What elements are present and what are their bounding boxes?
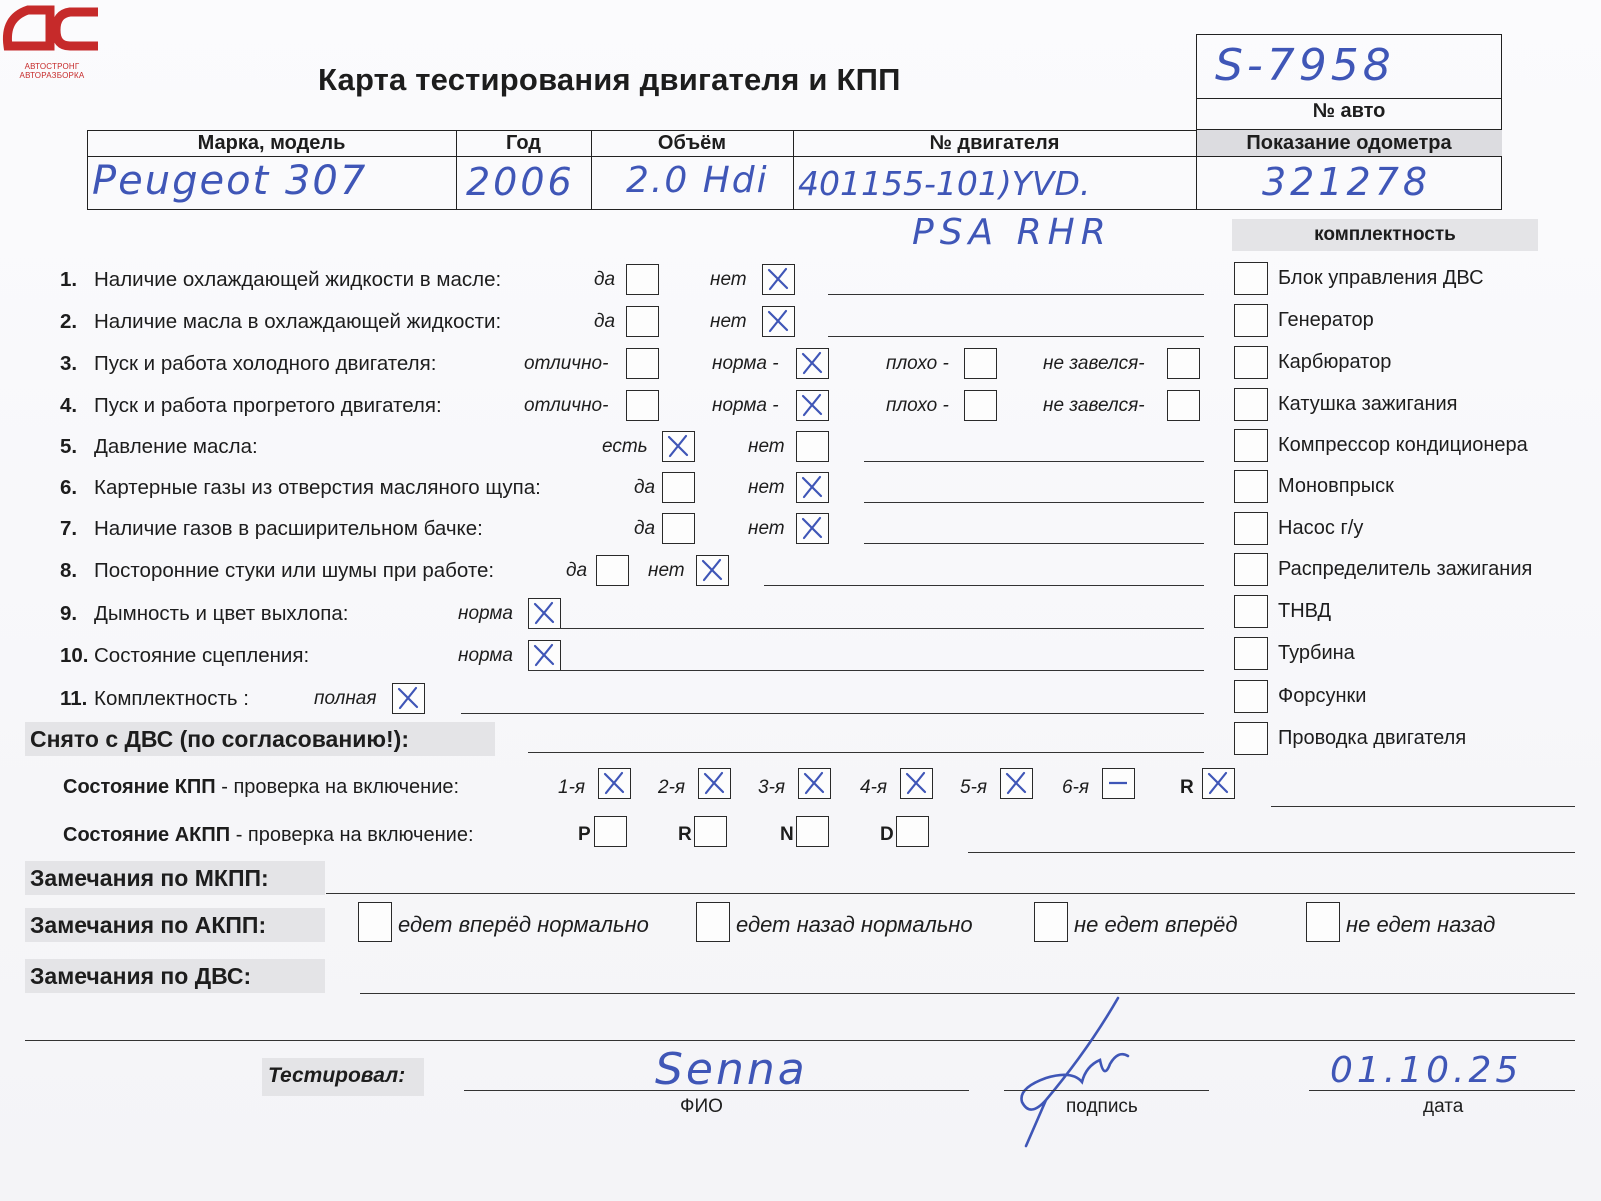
answer-line[interactable] (828, 294, 1204, 295)
check-x-icon (1206, 771, 1230, 795)
completeness-item-label: Форсунки (1278, 685, 1367, 707)
option-label: отлично- (524, 395, 609, 416)
divider (1196, 98, 1502, 99)
question-text: Давление масла: (94, 435, 258, 458)
akpp-remark-label: не едет вперёд (1074, 912, 1238, 937)
akpp-remark-checkbox[interactable] (358, 902, 392, 942)
completeness-checkbox[interactable] (1234, 262, 1268, 295)
check-x-icon (766, 267, 790, 291)
remarks-dvs-line-2[interactable] (25, 1040, 1575, 1041)
option-checkbox[interactable] (964, 390, 997, 421)
tested-label: Тестировал: (268, 1064, 406, 1087)
option-label: полная (314, 688, 377, 709)
option-checkbox[interactable] (1167, 390, 1200, 421)
question-text: Картерные газы из отверстия масляного щупа: (94, 476, 541, 499)
gear-checkbox[interactable] (798, 768, 831, 799)
option-label: норма (458, 603, 513, 624)
gear-label: 6-я (1062, 777, 1090, 798)
option-label: нет (710, 311, 747, 332)
gear-checkbox[interactable] (598, 768, 631, 799)
option-checkbox[interactable] (1167, 348, 1200, 379)
akpp-mode-label: R (678, 824, 692, 845)
option-checkbox[interactable] (626, 264, 659, 295)
option-checkbox[interactable] (696, 555, 729, 586)
question-number: 11. (60, 687, 88, 710)
answer-line[interactable] (764, 585, 1204, 586)
check-x-icon (700, 558, 724, 582)
divider (87, 156, 1502, 157)
removed-label: Снято с ДВС (по согласованию!): (30, 726, 409, 752)
answer-line[interactable] (864, 543, 1204, 544)
completeness-checkbox[interactable] (1234, 553, 1268, 586)
option-checkbox[interactable] (796, 513, 829, 544)
check-x-icon (666, 434, 690, 458)
question-text: Наличие охлаждающей жидкости в масле: (94, 268, 502, 291)
check-x-icon (802, 771, 826, 795)
gear-checkbox[interactable] (1102, 768, 1135, 799)
option-checkbox[interactable] (762, 306, 795, 337)
completeness-item-label: Турбина (1278, 642, 1355, 664)
question-text: Наличие газов в расширительном бачке: (94, 517, 483, 540)
check-x-icon (702, 771, 726, 795)
brand-label: Марка, модель (197, 132, 346, 154)
option-checkbox[interactable] (596, 555, 629, 586)
completeness-checkbox[interactable] (1234, 637, 1268, 670)
option-label: отлично- (524, 353, 609, 374)
car-number-label: № авто (1312, 100, 1386, 122)
odometer-label: Показание одометра (1246, 132, 1452, 154)
option-checkbox[interactable] (528, 640, 561, 671)
check-x-icon (1004, 771, 1028, 795)
completeness-item-label: Моновпрыск (1278, 475, 1394, 497)
completeness-checkbox[interactable] (1234, 595, 1268, 628)
date-caption: дата (1423, 1096, 1464, 1117)
option-label: есть (602, 436, 648, 457)
question-number: 9. (60, 602, 78, 625)
completeness-title: комплектность (1314, 224, 1456, 245)
option-label: не завелся- (1043, 353, 1145, 374)
year-value: 2006 (466, 160, 575, 204)
akpp-mode-checkbox[interactable] (594, 816, 627, 847)
gear-checkbox[interactable] (900, 768, 933, 799)
question-number: 1. (60, 268, 78, 291)
remarks-mkpp-line[interactable] (326, 893, 1575, 894)
option-checkbox[interactable] (392, 683, 425, 714)
check-x-icon (800, 351, 824, 375)
option-checkbox[interactable] (796, 390, 829, 421)
question-text: Пуск и работа прогретого двигателя: (94, 394, 442, 417)
question-text: Дымность и цвет выхлопа: (94, 602, 349, 625)
check-x-icon (396, 686, 420, 710)
check-x-icon (602, 771, 626, 795)
check-x-icon (904, 771, 928, 795)
signature-line[interactable] (1004, 1090, 1209, 1091)
check-x-icon (800, 516, 824, 540)
akpp-line[interactable] (968, 852, 1575, 853)
akpp-mode-checkbox[interactable] (694, 816, 727, 847)
signature-caption: подпись (1066, 1096, 1138, 1117)
akpp-remark-label: не едет назад (1346, 912, 1496, 937)
date-line[interactable] (1309, 1090, 1575, 1091)
option-checkbox[interactable] (662, 513, 695, 544)
option-label: норма - (712, 353, 779, 374)
akpp-remark-checkbox[interactable] (1306, 902, 1340, 942)
option-label: плохо - (886, 395, 949, 416)
option-label: норма (458, 645, 513, 666)
completeness-item-label: Карбюратор (1278, 351, 1392, 373)
completeness-item-label: Насос г/у (1278, 517, 1364, 539)
option-checkbox[interactable] (964, 348, 997, 379)
name-line[interactable] (464, 1090, 969, 1091)
akpp-mode-checkbox[interactable] (796, 816, 829, 847)
gear-label: 1-я (558, 777, 586, 798)
question-number: 8. (60, 559, 78, 582)
engine-label: № двигателя (929, 132, 1060, 154)
volume-label: Объём (657, 132, 727, 154)
remarks-dvs-line[interactable] (360, 993, 1575, 994)
completeness-checkbox[interactable] (1234, 429, 1268, 462)
question-text: Пуск и работа холодного двигателя: (94, 352, 437, 375)
akpp-mode-label: P (578, 824, 591, 845)
completeness-item-label: Катушка зажигания (1278, 393, 1458, 415)
completeness-checkbox[interactable] (1234, 346, 1268, 379)
option-checkbox[interactable] (796, 348, 829, 379)
year-label: Год (506, 132, 541, 154)
gear-label: R (1180, 777, 1194, 798)
gear-label: 4-я (860, 777, 888, 798)
check-x-icon (532, 643, 556, 667)
completeness-checkbox[interactable] (1234, 680, 1268, 713)
question-number: 5. (60, 435, 78, 458)
car-number-value: S-7958 (1215, 40, 1395, 91)
answer-line[interactable] (528, 628, 1204, 629)
question-text: Посторонние стуки или шумы при работе: (94, 559, 495, 582)
logo-caption: АВТОСТРОНГ АВТОРАЗБОРКА (19, 62, 85, 80)
option-checkbox[interactable] (662, 472, 695, 503)
gear-checkbox[interactable] (1000, 768, 1033, 799)
option-label: плохо - (886, 353, 949, 374)
completeness-checkbox[interactable] (1234, 470, 1268, 503)
option-label: нет (748, 518, 785, 539)
completeness-item-label: Блок управления ДВС (1278, 267, 1484, 289)
completeness-checkbox[interactable] (1234, 512, 1268, 545)
question-text: Наличие масла в охлаждающей жидкости: (94, 310, 502, 333)
option-label: нет (648, 560, 685, 581)
completeness-checkbox[interactable] (1234, 388, 1268, 421)
kpp-label: Состояние КПП - проверка на включение: (63, 776, 460, 798)
gear-checkbox[interactable] (1202, 768, 1235, 799)
answer-line[interactable] (528, 670, 1204, 671)
akpp-remark-label: едет назад нормально (736, 912, 973, 937)
option-checkbox[interactable] (796, 472, 829, 503)
kpp-line[interactable] (1271, 806, 1575, 807)
akpp-remark-checkbox[interactable] (1034, 902, 1068, 942)
completeness-item-label: Компрессор кондиционера (1278, 434, 1528, 456)
completeness-checkbox[interactable] (1234, 722, 1268, 755)
option-label: нет (748, 477, 785, 498)
volume-value: 2.0 Hdi (626, 160, 769, 201)
answer-line[interactable] (461, 713, 1204, 714)
option-label: да (594, 269, 616, 290)
option-checkbox[interactable] (626, 306, 659, 337)
dash-icon (1106, 771, 1130, 795)
option-checkbox[interactable] (626, 348, 659, 379)
option-label: нет (748, 436, 785, 457)
page-title: Карта тестирования двигателя и КПП (318, 62, 901, 97)
completeness-item-label: Генератор (1278, 309, 1374, 331)
gear-label: 5-я (960, 777, 988, 798)
check-x-icon (766, 309, 790, 333)
option-label: да (566, 560, 588, 581)
check-x-icon (532, 601, 556, 625)
check-x-icon (800, 475, 824, 499)
akpp-label: Состояние АКПП - проверка на включение: (63, 824, 474, 846)
answer-line[interactable] (864, 502, 1204, 503)
completeness-checkbox[interactable] (1234, 304, 1268, 337)
gear-label: 3-я (758, 777, 786, 798)
answer-line[interactable] (828, 336, 1204, 337)
completeness-item-label: Проводка двигателя (1278, 727, 1467, 749)
test-date: 01.10.25 (1330, 1050, 1523, 1091)
engine-value: 401155-101)YVD. (798, 164, 1091, 203)
option-checkbox[interactable] (796, 431, 829, 462)
question-text: Состояние сцепления: (94, 644, 310, 667)
completeness-item-label: ТНВД (1278, 600, 1332, 622)
engine-value-2: PSA RHR (912, 212, 1112, 253)
question-number: 4. (60, 394, 78, 417)
question-number: 10. (60, 644, 89, 667)
akpp-mode-label: D (880, 824, 894, 845)
gear-checkbox[interactable] (698, 768, 731, 799)
option-checkbox[interactable] (762, 264, 795, 295)
option-label: не завелся- (1043, 395, 1145, 416)
option-label: да (634, 518, 656, 539)
option-checkbox[interactable] (626, 390, 659, 421)
option-checkbox[interactable] (528, 598, 561, 629)
tester-name: Senna (655, 1044, 808, 1095)
option-label: норма - (712, 395, 779, 416)
option-checkbox[interactable] (662, 431, 695, 462)
akpp-mode-checkbox[interactable] (896, 816, 929, 847)
akpp-mode-label: N (780, 824, 794, 845)
gear-label: 2-я (658, 777, 686, 798)
akpp-remark-label: едет вперёд нормально (398, 912, 649, 937)
remarks-mkpp-label: Замечания по МКПП: (30, 865, 269, 891)
option-label: да (634, 477, 656, 498)
question-number: 7. (60, 517, 78, 540)
completeness-item-label: Распределитель зажигания (1278, 558, 1533, 580)
name-caption: ФИО (680, 1096, 723, 1117)
akpp-remark-checkbox[interactable] (696, 902, 730, 942)
logo-mark-icon (0, 0, 104, 60)
question-number: 6. (60, 476, 78, 499)
brand-value: Peugeot 307 (92, 158, 368, 204)
remarks-akpp-label: Замечания по АКПП: (30, 912, 267, 938)
check-x-icon (800, 393, 824, 417)
question-number: 3. (60, 352, 78, 375)
option-label: нет (710, 269, 747, 290)
question-number: 2. (60, 310, 78, 333)
signature-icon (1000, 990, 1170, 1150)
remarks-dvs-label: Замечания по ДВС: (30, 963, 252, 989)
option-label: да (594, 311, 616, 332)
odometer-value: 321278 (1262, 160, 1432, 204)
removed-line[interactable] (528, 752, 1204, 753)
answer-line[interactable] (864, 461, 1204, 462)
question-text: Комплектность : (94, 687, 249, 710)
